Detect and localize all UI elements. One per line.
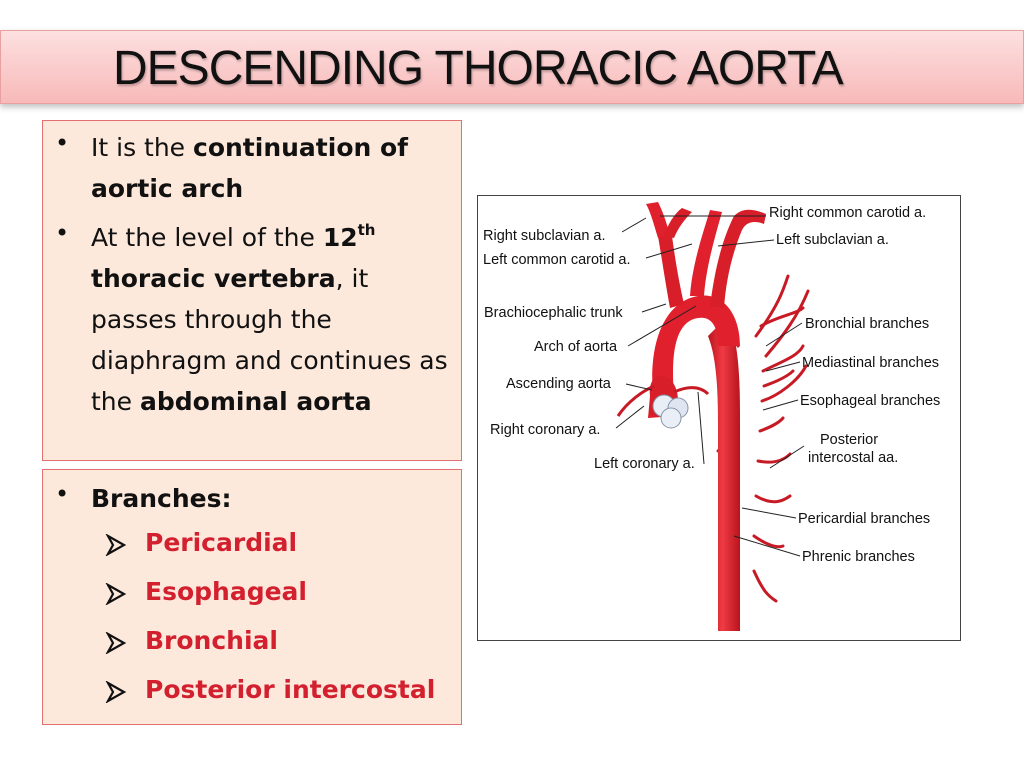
arrow-bullet-icon: [105, 632, 127, 654]
branch-label: Bronchial: [145, 626, 278, 655]
descending-aorta: [708, 316, 740, 631]
text-bold: 12: [322, 223, 358, 252]
label-left-common-carotid: Left common carotid a.: [483, 252, 631, 268]
label-esophageal-branches: Esophageal branches: [800, 393, 941, 409]
bullet-dot: •: [55, 129, 70, 157]
branch-label: Esophageal: [145, 577, 307, 606]
aorta-illustration: [477, 195, 961, 641]
label-arch-of-aorta: Arch of aorta: [534, 339, 618, 355]
leader-lines: [616, 216, 804, 556]
bullet-text: [91, 217, 451, 422]
text-plain: It is the: [91, 133, 194, 162]
text-plain: At the level of the: [91, 223, 323, 252]
branches-box: [42, 469, 462, 725]
superscript: th: [357, 220, 376, 239]
text-bold: abdominal aorta: [139, 387, 372, 416]
text-bold: continuation of aortic arch: [91, 133, 409, 203]
title-bar: [0, 30, 1024, 104]
right-common-carotid: [664, 208, 692, 238]
label-ascending-aorta: Ascending aorta: [506, 376, 611, 392]
label-left-subclavian: Left subclavian a.: [776, 232, 889, 248]
label-bronchial-branches: Bronchial branches: [805, 316, 930, 332]
label-mediastinal-branches: Mediastinal branches: [802, 355, 940, 371]
bullet-dot: •: [55, 219, 70, 247]
label-posterior: Posterior: [820, 432, 879, 448]
text-plain: , it passes through the diaphragm and continues as the: [91, 264, 448, 416]
label-pericardial-branches: Pericardial branches: [798, 511, 931, 527]
slide-title: DESCENDING THORACIC AORTA: [113, 42, 843, 95]
label-left-coronary: Left coronary a.: [594, 456, 695, 472]
label-brachiocephalic-trunk: Brachiocephalic trunk: [484, 305, 623, 321]
label-right-common-carotid: Right common carotid a.: [769, 205, 927, 221]
branches-heading: [91, 478, 451, 519]
arrow-bullet-icon: [105, 534, 127, 556]
arrow-bullet-icon: [105, 583, 127, 605]
label-phrenic-branches: Phrenic branches: [802, 549, 915, 565]
bullet-text: [91, 127, 451, 209]
branch-label: Posterior intercostal: [145, 675, 436, 704]
aortic-valve: [653, 395, 688, 428]
brachiocephalic-trunk: [658, 236, 684, 308]
branch-label: Pericardial: [145, 528, 298, 557]
label-right-coronary: Right coronary a.: [490, 422, 601, 438]
arrow-bullet-icon: [105, 681, 127, 703]
text-bold: thoracic vertebra: [91, 264, 336, 293]
label-intercostal: intercostal aa.: [808, 450, 899, 466]
bullet-dot: •: [55, 480, 70, 508]
label-right-subclavian: Right subclavian a.: [483, 228, 606, 244]
text-bold: Branches:: [91, 484, 232, 513]
description-box: [42, 120, 462, 461]
aorta-diagram: [478, 196, 962, 642]
